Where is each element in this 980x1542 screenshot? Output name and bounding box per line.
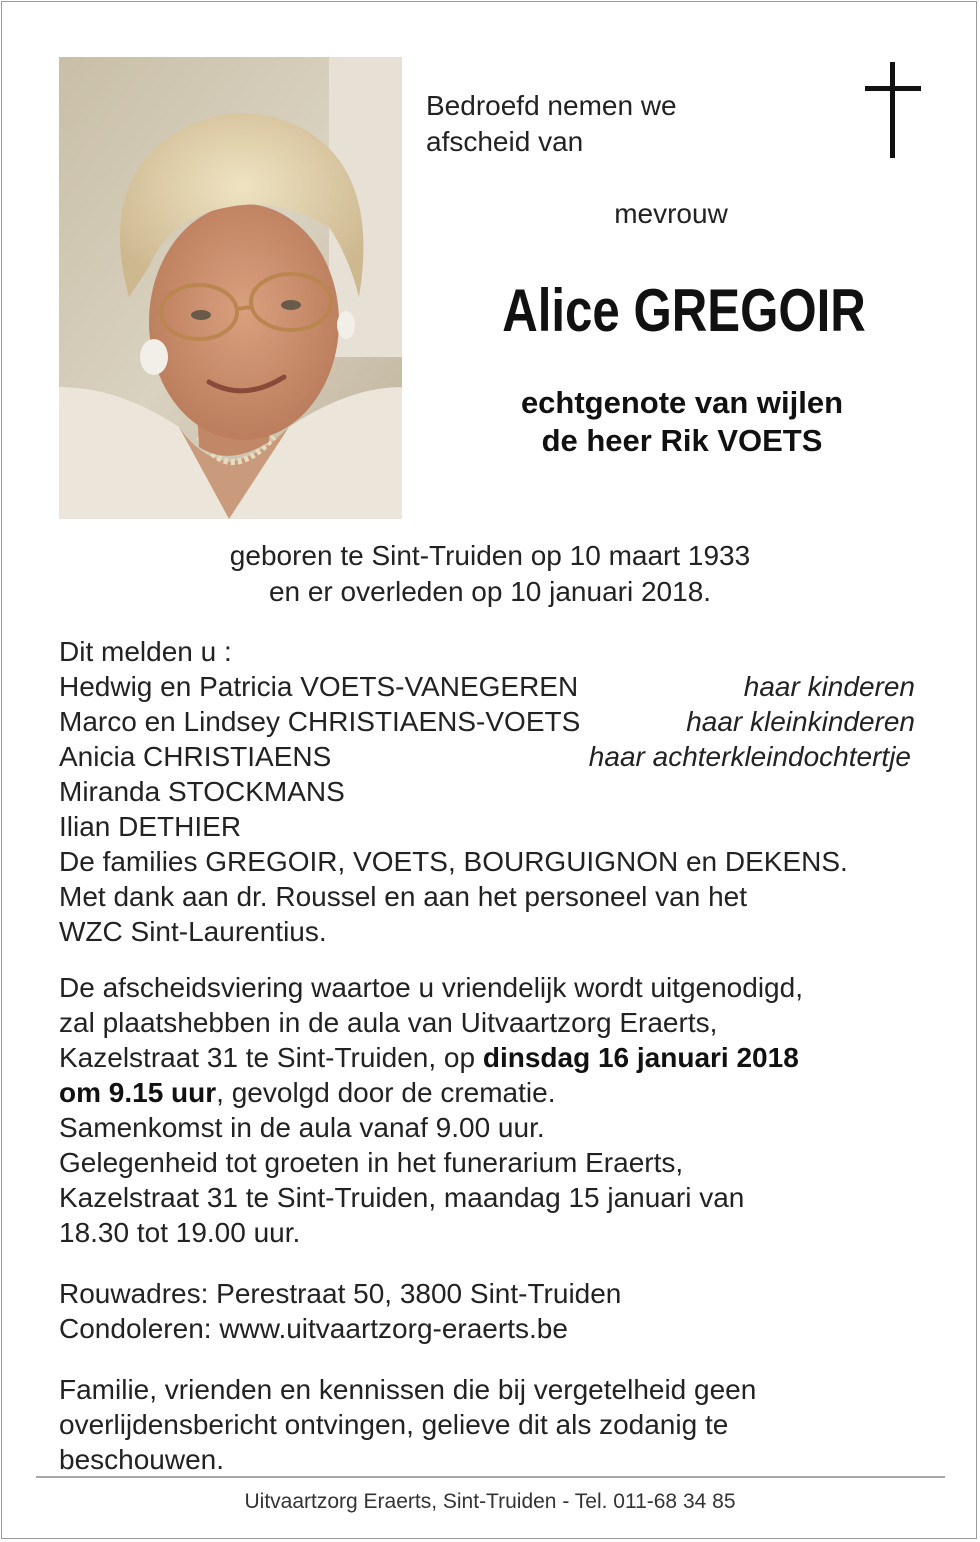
ceremony-line xyxy=(59,1040,929,1075)
notice-line: overlijdensbericht ontvingen, gelieve dit als zodanig te xyxy=(59,1409,729,1440)
cross-icon xyxy=(862,62,924,158)
spouse-line: echtgenote van wijlen xyxy=(520,385,844,420)
ceremony-line: zal plaatshebben in de aula van Uitvaartzorg Eraerts, xyxy=(59,1007,718,1038)
ceremony-line xyxy=(59,1075,929,1110)
member-name: Miranda STOCKMANS xyxy=(59,776,345,807)
family-member-row xyxy=(59,774,929,809)
family-member-row xyxy=(59,809,929,844)
ceremony-line: De afscheidsviering waartoe u vriendelijk wordt uitgenodigd, xyxy=(59,972,803,1003)
family-member-row xyxy=(59,739,929,774)
ceremony-line: Kazelstraat 31 te Sint-Truiden, maandag 15 januari van xyxy=(59,1182,745,1213)
spouse-line: de heer Rik VOETS xyxy=(541,423,823,458)
footer-text: Uitvaartzorg Eraerts, Sint-Truiden - Tel. 011-68 34 85 xyxy=(244,1490,736,1513)
death-line: en er overleden op 10 januari 2018. xyxy=(268,576,712,607)
ceremony-line: Gelegenheid tot groeten in het funerarium Eraerts, xyxy=(59,1147,684,1178)
ceremony-section xyxy=(59,970,929,1250)
ceremony-text: , gevolgd door de crematie. xyxy=(216,1077,556,1108)
notice-line: Familie, vrienden en kennissen die bij vergetelheid geen xyxy=(59,1374,757,1405)
thanks-line: WZC Sint-Laurentius. xyxy=(59,916,327,947)
birth-death-info xyxy=(0,538,980,610)
member-name: Anicia CHRISTIAENS xyxy=(59,741,332,772)
member-relation: haar kinderen xyxy=(743,671,915,702)
ceremony-time: om 9.15 uur xyxy=(59,1077,217,1108)
family-member-row xyxy=(59,704,929,739)
family-section xyxy=(59,634,929,949)
family-member-row xyxy=(59,669,929,704)
rouwadres: Rouwadres: Perestraat 50, 3800 Sint-Truiden xyxy=(59,1278,622,1309)
member-relation: haar achterkleindochtertje xyxy=(588,741,911,772)
ceremony-date: dinsdag 16 januari 2018 xyxy=(482,1042,799,1073)
spouse-info xyxy=(426,384,938,460)
families-line: De families GREGOIR, VOETS, BOURGUIGNON en DEKENS. xyxy=(59,846,848,877)
address-section xyxy=(59,1276,929,1346)
ceremony-text: Kazelstraat 31 te Sint-Truiden, op xyxy=(59,1042,483,1073)
member-name: Ilian DETHIER xyxy=(59,811,242,842)
deceased-name: Alice GREGOIR xyxy=(502,277,866,344)
intro-line: Bedroefd nemen we xyxy=(426,90,677,121)
ceremony-line: 18.30 tot 19.00 uur. xyxy=(59,1217,301,1248)
notice-section xyxy=(59,1372,929,1477)
thanks-line: Met dank aan dr. Roussel en aan het personeel van het xyxy=(59,881,748,912)
honorific: mevrouw xyxy=(614,198,728,229)
member-name: Hedwig en Patricia VOETS-VANEGEREN xyxy=(59,671,579,702)
birth-line: geboren te Sint-Truiden op 10 maart 1933 xyxy=(229,540,751,571)
intro-line: afscheid van xyxy=(426,126,584,157)
intro-text xyxy=(426,88,677,160)
family-heading: Dit melden u : xyxy=(59,636,232,667)
portrait-photo xyxy=(59,57,402,519)
ceremony-line: Samenkomst in de aula vanaf 9.00 uur. xyxy=(59,1112,545,1143)
footer-divider xyxy=(36,1476,945,1478)
member-relation: haar kleinkinderen xyxy=(686,706,915,737)
notice-line: beschouwen. xyxy=(59,1444,225,1475)
member-name: Marco en Lindsey CHRISTIAENS-VOETS xyxy=(59,706,581,737)
condoleren-link[interactable]: Condoleren: www.uitvaartzorg-eraerts.be xyxy=(59,1313,568,1344)
